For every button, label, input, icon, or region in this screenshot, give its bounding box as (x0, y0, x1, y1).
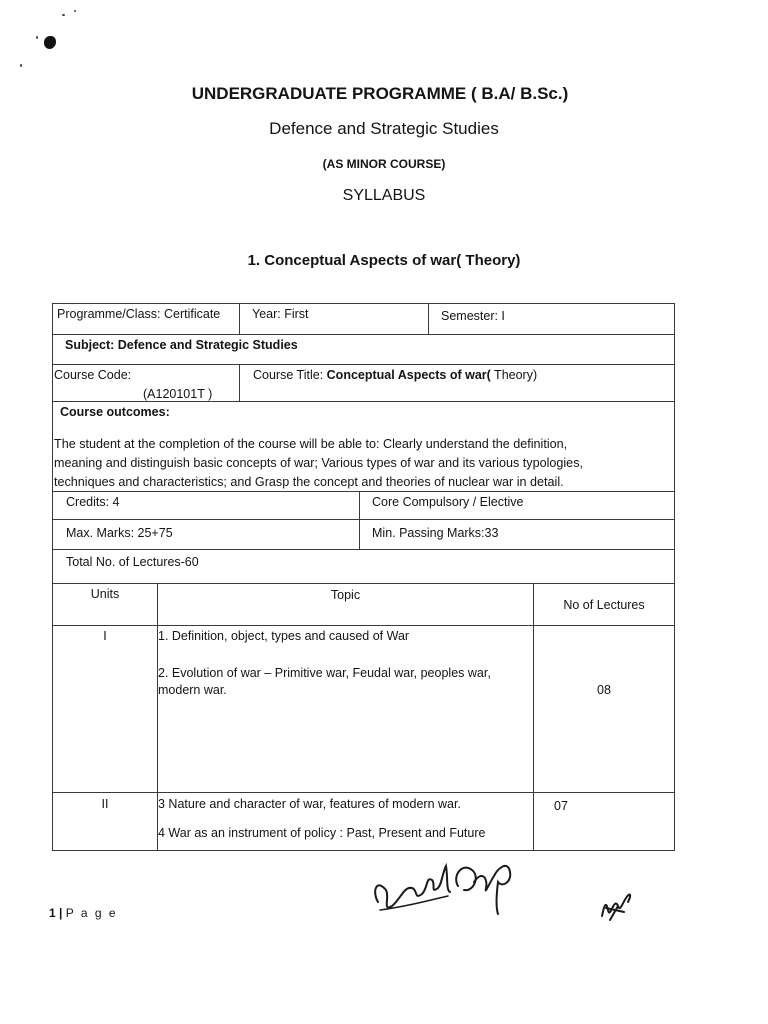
page-separator: | (55, 906, 66, 920)
page-number: 1 (49, 906, 56, 920)
subject-cell (52, 334, 675, 365)
page-footer (49, 906, 118, 920)
lectures-cell (533, 792, 675, 851)
lectures-cell (533, 625, 675, 793)
topic-item-continued: modern war. (158, 683, 227, 697)
lectures-header-cell (533, 583, 675, 626)
unit-number: I (103, 629, 107, 643)
year-text: Year: First (252, 307, 309, 321)
unit-cell (52, 625, 158, 793)
core-elective-cell (359, 491, 675, 520)
topic-cell (157, 625, 534, 793)
credits-text: Credits: 4 (66, 495, 120, 509)
ink-speck (74, 10, 76, 12)
course-code-value: (A120101T ) (143, 387, 213, 401)
topic-item: 1. Definition, object, types and caused of War (158, 629, 410, 643)
topic-item: 3 Nature and character of war, features of modern war. (158, 797, 461, 811)
course-code-label: Course Code: (54, 368, 132, 382)
lectures-header: No of Lectures (563, 598, 645, 612)
max-marks-cell (52, 519, 360, 550)
course-code-cell (52, 364, 240, 402)
ink-blot (44, 36, 56, 49)
section-title: 1. Conceptual Aspects of war( Theory) (247, 252, 521, 269)
course-title-rest: Theory) (490, 368, 538, 382)
syllabus-heading: SYLLABUS (342, 187, 426, 204)
outcomes-line: meaning and distinguish basic concepts of war; Various types of war and its various typologies, (54, 456, 583, 470)
course-outcomes-label: Course outcomes: (60, 405, 170, 419)
outcomes-line: The student at the completion of the course will be able to: Clearly understand the definition, (54, 437, 568, 451)
topic-cell (157, 792, 534, 851)
unit-cell (52, 792, 158, 851)
ink-speck (62, 14, 65, 16)
lecture-count: 08 (597, 683, 611, 697)
min-marks-text: Min. Passing Marks:33 (372, 526, 499, 540)
unit-number: II (101, 797, 109, 811)
semester-cell (428, 303, 675, 335)
course-type-heading: (AS MINOR COURSE) (322, 157, 446, 171)
core-elective-text: Core Compulsory / Elective (372, 495, 524, 509)
topic-item: 4 War as an instrument of policy : Past, Present and Future (158, 826, 486, 840)
topic-header: Topic (330, 588, 361, 602)
ink-speck (20, 64, 22, 67)
programme-heading: UNDERGRADUATE PROGRAMME ( B.A/ B.Sc.) (191, 84, 569, 103)
total-lectures-text: Total No. of Lectures-60 (66, 555, 199, 569)
course-title-cell (239, 364, 675, 402)
year-cell (239, 303, 429, 335)
lecture-count: 07 (554, 799, 568, 813)
signature-image (370, 852, 530, 922)
units-header: Units (90, 587, 120, 601)
programme-class-text: Programme/Class: Certificate (57, 307, 221, 321)
course-outcomes-cell (52, 401, 675, 492)
programme-class-cell (52, 303, 240, 335)
topic-header-cell (157, 583, 534, 626)
credits-cell (52, 491, 360, 520)
min-marks-cell (359, 519, 675, 550)
course-title-bold: Conceptual Aspects of war( (326, 368, 491, 382)
ink-speck (36, 36, 38, 39)
subject-text: Subject: Defence and Strategic Studies (65, 338, 298, 352)
subject-heading: Defence and Strategic Studies (269, 119, 499, 138)
topic-item: 2. Evolution of war – Primitive war, Feudal war, peoples war, (158, 666, 491, 680)
course-outcomes-text (53, 435, 674, 492)
page-label: P a g e (65, 906, 118, 920)
semester-text: Semester: I (441, 309, 505, 323)
outcomes-line: techniques and characteristics; and Grasp the concept and theories of nuclear war in detail. (54, 475, 564, 489)
initials-image (596, 886, 636, 926)
course-title-label: Course Title: (253, 368, 324, 382)
units-header-cell (52, 583, 158, 626)
total-lectures-cell (52, 549, 675, 584)
max-marks-text: Max. Marks: 25+75 (66, 526, 173, 540)
